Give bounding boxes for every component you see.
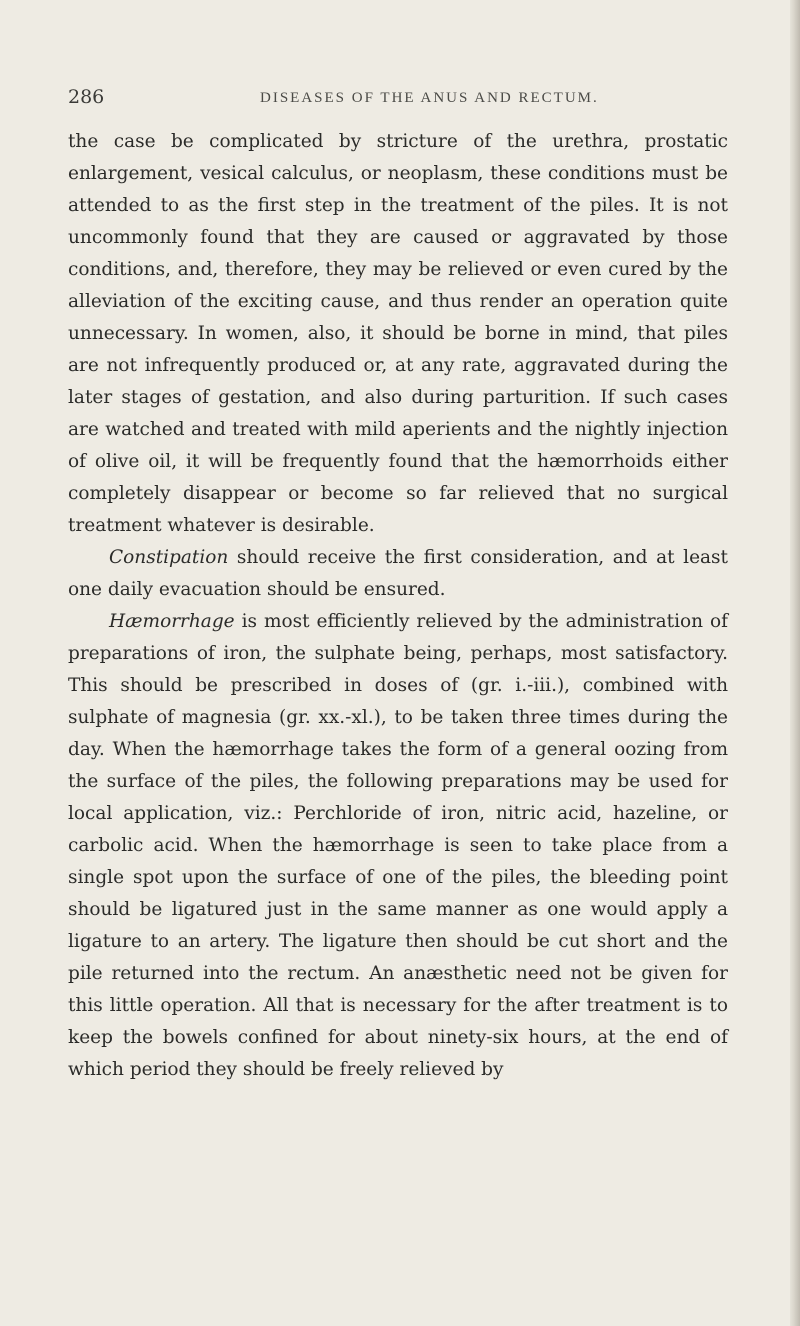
paragraph-haemorrhage-text: is most efficiently relieved by the administration of preparations of iron, the sulphate being, perhaps, most satisfactory. This should be prescribed in doses of (gr. i.-iii.), combined with sulphate of magnesia (gr. xx.-xl.), to be taken three times during the day. When the hæmorrhage takes the form of a general oozing from the surface of the piles, the following preparations may be used for local application, viz.: Perchloride of iron, nitric acid, hazeline, or carbolic acid. When the hæmorrhage is seen to take place from a single spot upon the surface of one of the piles, the bleeding point should be ligatured just in the same manner as one would apply a ligature to an artery. The ligature then should be cut short and the pile returned into the rectum. An anæsthetic need not be given for this little operation. All that is necessary for the after treatment is to keep the bowels confined for about ninety-six hours, at the end of which period they should be freely relieved by: [68, 611, 728, 1080]
paragraph-constipation-lead: Constipation: [109, 547, 229, 568]
paragraph-constipation: [68, 542, 728, 606]
paragraph-haemorrhage-lead: Hæmorrhage: [109, 611, 235, 632]
page-number: 286: [68, 86, 105, 108]
paragraph-continuation: the case be complicated by stricture of the urethra, prostatic enlargement, vesical calculus, or neoplasm, these conditions must be attended to as the first step in the treatment of the piles. It is not uncommonly found that they are caused or aggravated by those conditions, and, therefore, they may be relieved or even cured by the alleviation of the exciting cause, and thus render an operation quite unnecessary. In women, also, it should be borne in mind, that piles are not infrequently produced or, at any rate, aggravated during the later stages of gestation, and also during parturition. If such cases are watched and treated with mild aperients and the nightly injection of olive oil, it will be frequently found that the hæmorrhoids either completely disappear or become so far relieved that no surgical treatment whatever is desirable.: [68, 131, 728, 536]
running-head: [68, 86, 728, 116]
paragraph-haemorrhage: [68, 606, 728, 1086]
running-title: DISEASES OF THE ANUS AND RECTUM.: [260, 90, 599, 106]
page-edge: [790, 0, 800, 1326]
body-text: [68, 126, 728, 1086]
paragraph-constipation-text: should receive the first consideration, and at least one daily evacuation should be ensured.: [68, 547, 728, 600]
